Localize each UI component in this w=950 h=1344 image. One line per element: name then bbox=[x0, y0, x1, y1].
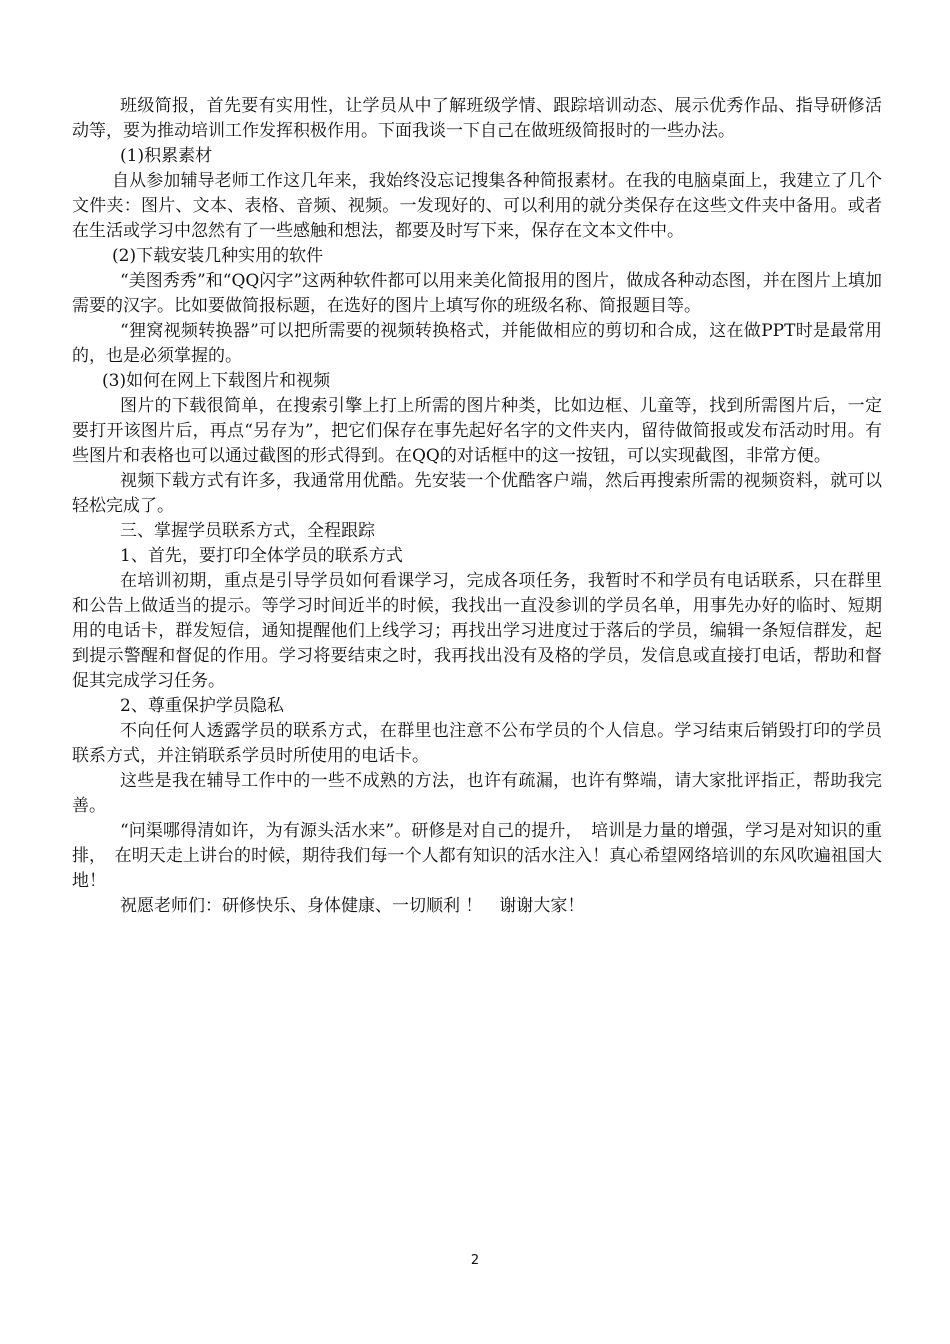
page-number: 2 bbox=[470, 1253, 480, 1268]
paragraph-software-2: “狸窝视频转换器”可以把所需要的视频转换格式，并能做相应的剪切和合成，这在做PPT时是最常用的，也是必须掌握的。 bbox=[72, 321, 882, 366]
paragraph-closing-1: 这些是我在辅导工作中的一些不成熟的方法，也许有疏漏，也许有弊端，请大家批评指正，帮助我完善。 bbox=[72, 771, 882, 816]
intro-paragraph: 班级简报，首先要有实用性，让学员从中了解班级学情、跟踪培训动态、展示优秀作品、指导研修活动等，要为推动培训工作发挥积极作用。下面我谈一下自己在做班级简报时的一些办法。 bbox=[72, 96, 882, 141]
paragraph-closing-wishes: 祝愿老师们：研修快乐、身体健康、一切顺利 ！ 谢谢大家！ bbox=[120, 896, 585, 916]
heading-accumulate-materials: (1)积累素材 bbox=[120, 146, 213, 166]
heading-section-three: 三、掌握学员联系方式，全程跟踪 bbox=[120, 521, 375, 541]
paragraph-materials: 自从参加辅导老师工作这几年来，我始终没忘记搜集各种简报素材。在我的电脑桌面上，我建立了几个文件夹：图片、文本、表格、音频、视频。一发现好的、可以利用的就分类保存在这些文件夹中备用。或者在生活或学习中忽然有了一些感触和想法，都要及时写下来，保存在文本文件中。 bbox=[72, 171, 882, 241]
paragraph-closing-2: “问渠哪得清如许，为有源头活水来”。研修是对自己的提升， 培训是力量的增强，学习是对知识的重排， 在明天走上讲台的时候，期待我们每一个人都有知识的活水注入！真心希望网络培训的东风吹遍祖国大地！ bbox=[72, 821, 882, 891]
heading-privacy: 2、尊重保护学员隐私 bbox=[120, 696, 284, 716]
paragraph-contacts: 在培训初期，重点是引导学员如何看课学习，完成各项任务，我暂时不和学员有电话联系，只在群里和公告上做适当的提示。等学习时间近半的时候，我找出一直没参训的学员名单，用事先办好的临时、短期用的电话卡，群发短信，通知提醒他们上线学习；再找出学习进度过于落后的学员，编辑一条短信群发，起到提示警醒和督促的作用。学习将要结束之时，我再找出没有及格的学员，发信息或直接打电话，帮助和督促其完成学习任务。 bbox=[72, 571, 882, 691]
paragraph-software-1: “美图秀秀”和“QQ闪字”这两种软件都可以用来美化简报用的图片，做成各种动态图，并在图片上填加需要的汉字。比如要做简报标题，在选好的图片上填写你的班级名称、简报题目等。 bbox=[72, 271, 882, 316]
document-body bbox=[72, 94, 882, 919]
paragraph-download-video: 视频下载方式有许多，我通常用优酷。先安装一个优酷客户端，然后再搜索所需的视频资料，就可以轻松完成了。 bbox=[72, 471, 882, 516]
heading-download-media: (3)如何在网上下载图片和视频 bbox=[102, 371, 331, 391]
heading-print-contacts: 1、首先，要打印全体学员的联系方式 bbox=[120, 546, 403, 566]
paragraph-privacy: 不向任何人透露学员的联系方式，在群里也注意不公布学员的个人信息。学习结束后销毁打印的学员联系方式，并注销联系学员时所使用的电话卡。 bbox=[72, 721, 882, 766]
heading-install-software: (2)下载安装几种实用的软件 bbox=[112, 246, 324, 266]
paragraph-download-images: 图片的下载很简单，在搜索引擎上打上所需的图片种类，比如边框、儿童等，找到所需图片后，一定要打开该图片后，再点“另存为”，把它们保存在事先起好名字的文件夹内，留待做简报或发布活动时用。有些图片和表格也可以通过截图的形式得到。在QQ的对话框中的这一按钮，可以实现截图，非常方便。 bbox=[72, 396, 882, 466]
